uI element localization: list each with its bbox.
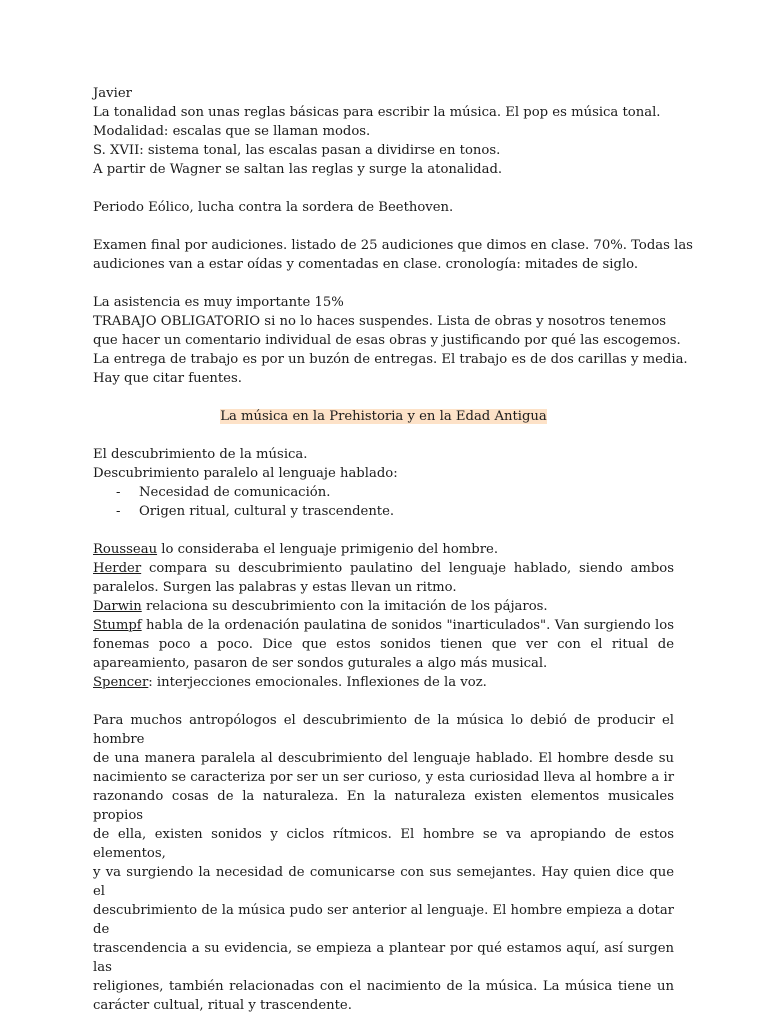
author-name: Javier bbox=[93, 86, 132, 101]
darwin-entry bbox=[93, 597, 674, 616]
descubrimiento-line: Descubrimiento paralelo al lenguaje hablado: bbox=[93, 466, 398, 481]
paragraph-line: religiones, también relacionadas con el nacimiento de la música. La música tiene un bbox=[93, 979, 674, 994]
examen-line: Examen final por audiciones. listado de 25 audiciones que dimos en clase. 70%. Todas las bbox=[93, 238, 693, 253]
paragraph-line: trascendencia a su evidencia, se empieza a plantear por qué estamos aquí, así surgen las bbox=[93, 941, 674, 975]
author-stumpf: Stumpf bbox=[93, 618, 142, 633]
list-item-text: Necesidad de comunicación. bbox=[139, 485, 331, 500]
spencer-text: : interjecciones emocionales. Inflexiones de la voz. bbox=[148, 675, 487, 690]
trabajo-line: Hay que citar fuentes. bbox=[93, 371, 242, 386]
stumpf-continuation: apareamiento, pasaron de ser sondos guturales a algo más musical. bbox=[93, 656, 548, 671]
list-item bbox=[113, 483, 674, 502]
spencer-entry bbox=[93, 673, 674, 692]
descubrimiento-line: El descubrimiento de la música. bbox=[93, 447, 308, 462]
herder-text: compara su descubrimiento paulatino del lenguaje hablado, siendo ambos bbox=[141, 561, 674, 576]
trabajo-line: TRABAJO OBLIGATORIO si no lo haces suspendes. Lista de obras y nosotros tenemos bbox=[93, 314, 667, 329]
list-item-text: Origen ritual, cultural y trascendente. bbox=[139, 504, 395, 519]
note-line: S. XVII: sistema tonal, las escalas pasan a dividirse en tonos. bbox=[93, 143, 501, 158]
stumpf-entry bbox=[93, 616, 674, 635]
stumpf-text: habla de la ordenación paulatina de sonidos "inarticulados". Van surgiendo los bbox=[141, 618, 674, 633]
trabajo-line: que hacer un comentario individual de esas obras y justificando por qué las escogemos. bbox=[93, 333, 681, 348]
stumpf-continuation: fonemas poco a poco. Dice que estos sonidos tienen que ver con el ritual de bbox=[93, 637, 674, 652]
herder-entry bbox=[93, 559, 674, 578]
rousseau-entry bbox=[93, 540, 674, 559]
paragraph-line: de una manera paralela al descubrimiento del lenguaje hablado. El hombre desde su bbox=[93, 751, 674, 766]
bullet-list bbox=[93, 483, 674, 521]
author-darwin: Darwin bbox=[93, 599, 142, 614]
author-spencer: Spencer bbox=[93, 675, 149, 690]
paragraph-line: de ella, existen sonidos y ciclos rítmicos. El hombre se va apropiando de estos elementos, bbox=[93, 827, 674, 861]
section-title: La música en la Prehistoria y en la Edad Antigua bbox=[220, 409, 547, 424]
paragraph-line: y va surgiendo la necesidad de comunicarse con sus semejantes. Hay quien dice que el bbox=[93, 865, 674, 899]
rousseau-text: lo consideraba el lenguaje primigenio del hombre. bbox=[157, 542, 499, 557]
author-rousseau: Rousseau bbox=[93, 542, 158, 557]
author-herder: Herder bbox=[93, 561, 142, 576]
section-title-row bbox=[93, 407, 674, 426]
paragraph-line: descubrimiento de la música pudo ser anterior al lenguaje. El hombre empieza a dotar de bbox=[93, 903, 674, 937]
asistencia-line: La asistencia es muy importante 15% bbox=[93, 295, 344, 310]
darwin-text: relaciona su descubrimiento con la imitación de los pájaros. bbox=[141, 599, 548, 614]
note-line: Modalidad: escalas que se llaman modos. bbox=[93, 124, 371, 139]
trabajo-line: La entrega de trabajo es por un buzón de entregas. El trabajo es de dos carillas y media. bbox=[93, 352, 688, 367]
periodo-line: Periodo Eólico, lucha contra la sordera de Beethoven. bbox=[93, 200, 454, 215]
dash-bullet: - bbox=[116, 504, 121, 519]
paragraph-line: nacimiento se caracteriza por ser un ser curioso, y esta curiosidad lleva al hombre a ir bbox=[93, 770, 674, 785]
examen-line: audiciones van a estar oídas y comentadas en clase. cronología: mitades de siglo. bbox=[93, 257, 639, 272]
dash-bullet: - bbox=[116, 485, 121, 500]
body-paragraph bbox=[93, 711, 674, 1015]
paragraph-line: carácter cultual, ritual y trascendente. bbox=[93, 998, 352, 1013]
paragraph-line: razonando cosas de la naturaleza. En la naturaleza existen elementos musicales propios bbox=[93, 789, 674, 823]
paragraph-line: Para muchos antropólogos el descubrimiento de la música lo debió de producir el hombre bbox=[93, 713, 674, 747]
note-line: La tonalidad son unas reglas básicas para escribir la música. El pop es música tonal. bbox=[93, 105, 661, 120]
herder-continuation: paralelos. Surgen las palabras y estas llevan un ritmo. bbox=[93, 580, 457, 595]
list-item bbox=[113, 502, 674, 521]
note-line: A partir de Wagner se saltan las reglas y surge la atonalidad. bbox=[93, 162, 503, 177]
